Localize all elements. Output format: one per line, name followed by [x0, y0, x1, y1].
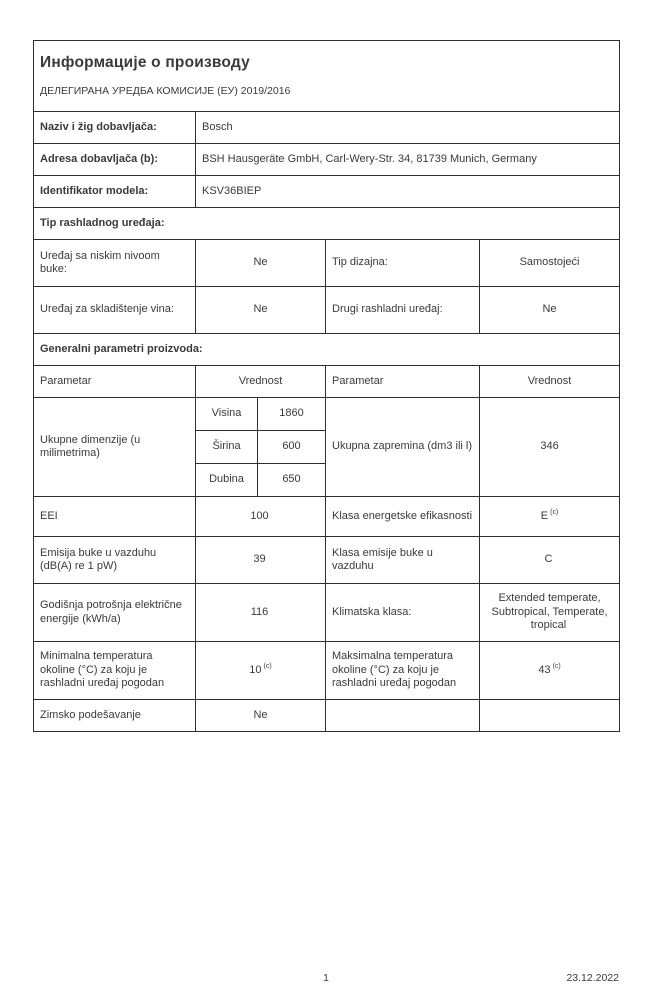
model-id-value: KSV36BIEP — [196, 176, 620, 208]
volume-value: 346 — [480, 398, 620, 497]
page-footer — [33, 972, 619, 986]
supplier-name-value: Bosch — [196, 112, 620, 144]
table-row — [34, 287, 620, 334]
eei-label: EEI — [34, 497, 196, 537]
height-label: Visina — [196, 398, 258, 431]
param1-header: Parametar — [34, 366, 196, 398]
max-temp-value: 43 $^{(c)}$ — [480, 642, 620, 700]
supplier-address-value: BSH Hausgeräte GmbH, Carl-Wery-Str. 34, 81739 Munich, Germany — [196, 144, 620, 176]
annual-consumption-value: 116 — [196, 584, 326, 642]
width-label: Širina — [196, 431, 258, 464]
other-appliance-value: Ne — [480, 287, 620, 334]
product-info-table — [33, 40, 620, 732]
footnote-marker: (c) — [263, 663, 272, 671]
page-number: 1 — [323, 972, 329, 984]
winter-setting-value: Ne — [196, 700, 326, 732]
min-temp-value: 10 $^{(c)}$ — [196, 642, 326, 700]
wine-storage-label: Uređaj za skladištenje vina: — [34, 287, 196, 334]
empty-cell — [326, 700, 480, 732]
title-block — [34, 41, 620, 112]
other-appliance-label: Drugi rashladni uređaj: — [326, 287, 480, 334]
dimensions-label: Ukupne dimenzije (u milimetrima) — [34, 398, 196, 497]
energy-class-value: E $^{(c)}$ — [480, 497, 620, 537]
annual-consumption-label: Godišnja potrošnja električne energije (kWh/a) — [34, 584, 196, 642]
depth-label: Dubina — [196, 464, 258, 497]
max-temp-label: Maksimalna temperatura okoline (°C) za koju je rashladni uređaj pogodan — [326, 642, 480, 700]
volume-label: Ukupna zapremina (dm3 ili l) — [326, 398, 480, 497]
climate-class-label: Klimatska klasa: — [326, 584, 480, 642]
table-header-row — [34, 366, 620, 398]
table-row — [34, 584, 620, 642]
depth-value: 650 — [258, 464, 326, 497]
page-title: Информације о производу — [40, 53, 250, 71]
supplier-address-label: Adresa dobavljača (b): — [34, 144, 196, 176]
energy-class-label: Klasa energetske efikasnosti — [326, 497, 480, 537]
noise-emission-label: Emisija buke u vazduhu (dB(A) re 1 pW) — [34, 537, 196, 584]
min-temp-label: Minimalna temperatura okoline (°C) za koju je rashladni uređaj pogodan — [34, 642, 196, 700]
noise-emission-value: 39 — [196, 537, 326, 584]
footer-date: 23.12.2022 — [566, 972, 619, 984]
parameters-section-heading: Generalni parametri proizvoda: — [34, 334, 620, 366]
supplier-name-label: Naziv i žig dobavljača: — [34, 112, 196, 144]
eei-value: 100 — [196, 497, 326, 537]
value2-header: Vrednost — [480, 366, 620, 398]
height-value: 1860 — [258, 398, 326, 431]
wine-storage-value: Ne — [196, 287, 326, 334]
design-type-value: Samostojeći — [480, 240, 620, 287]
regulation-subtitle: ДЕЛЕГИРАНА УРЕДБА КОМИСИЈЕ (ЕУ) 2019/2016 — [40, 85, 291, 97]
type-section-heading: Tip rashladnog uređaja: — [34, 208, 620, 240]
low-noise-value: Ne — [196, 240, 326, 287]
width-value: 600 — [258, 431, 326, 464]
table-row — [34, 700, 620, 732]
model-id-label: Identifikator modela: — [34, 176, 196, 208]
param2-header: Parametar — [326, 366, 480, 398]
table-row — [34, 642, 620, 700]
table-row — [34, 537, 620, 584]
value1-header: Vrednost — [196, 366, 326, 398]
table-row — [34, 240, 620, 287]
winter-setting-label: Zimsko podešavanje — [34, 700, 196, 732]
table-row — [34, 398, 620, 431]
design-type-label: Tip dizajna: — [326, 240, 480, 287]
empty-cell — [480, 700, 620, 732]
noise-class-value: C — [480, 537, 620, 584]
noise-class-label: Klasa emisije buke u vazduhu — [326, 537, 480, 584]
footnote-marker: (c) — [552, 663, 561, 671]
table-row — [34, 497, 620, 537]
climate-class-value: Extended temperate, Subtropical, Temperate, tropical — [480, 584, 620, 642]
low-noise-label: Uređaj sa niskim nivoom buke: — [34, 240, 196, 287]
footnote-marker: (c) — [550, 509, 559, 517]
